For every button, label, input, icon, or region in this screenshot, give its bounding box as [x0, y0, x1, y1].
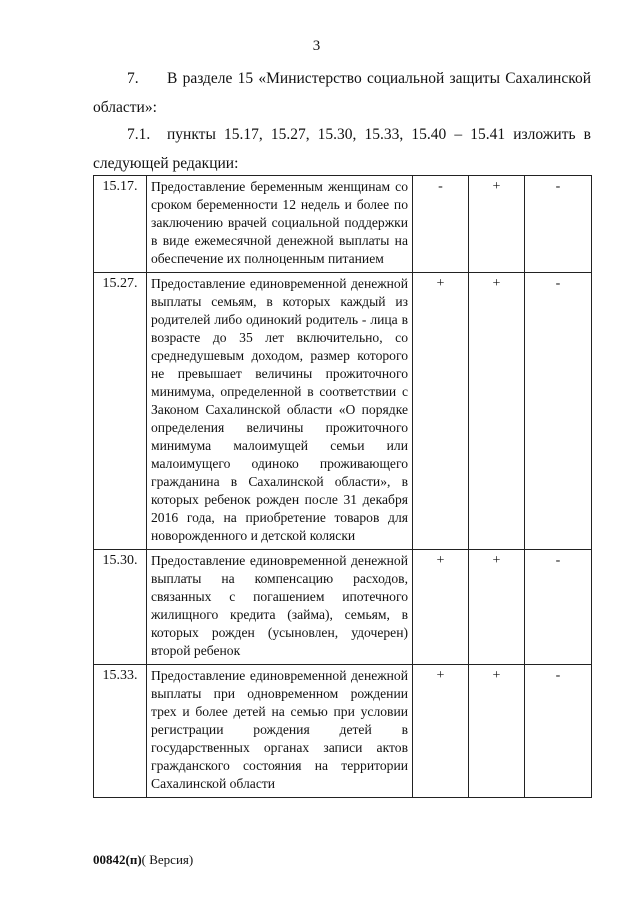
- row-description: Предоставление единовременной денежной выплаты семьям, в которых каждый из родителей либо одинокий родитель - лица в возрасте до 35 лет включительно, со среднедушевым доходом, размер которого не превышает величины прожиточного минимума, определенной в соответствии с Законом Сахалинской области «О порядке определения величины прожиточного минимума малоимущей семьи или малоимущего одиноко проживающего гражданина в Сахалинской области», в которых ребенок рожден после 31 декабря 2016 года, на приобретение товаров для новорожденного и детской коляски: [147, 273, 413, 550]
- page-number: 3: [312, 38, 321, 54]
- paragraph-text: В разделе 15 «Министерство социальной защиты Сахалинской области»:: [93, 70, 591, 116]
- row-mark-2: +: [469, 665, 525, 798]
- document-code: 00842(п): [93, 852, 142, 867]
- row-description: Предоставление беременным женщинам со сроком беременности 12 недель и более по заключению врачей социальной поддержки в виде ежемесячной денежной выплаты на обеспечение их полноценным питанием: [147, 176, 413, 273]
- table-row: [94, 665, 592, 798]
- table-row: [94, 176, 592, 273]
- row-mark-2: +: [469, 176, 525, 273]
- row-number: 15.17.: [94, 176, 147, 273]
- row-mark-3: -: [525, 665, 592, 798]
- paragraph-number: 7.1.: [127, 126, 151, 143]
- row-mark-3: -: [525, 273, 592, 550]
- paragraph-text: пункты 15.17, 15.27, 15.30, 15.33, 15.40 – 15.41 изложить в следующей редакции:: [93, 126, 591, 172]
- row-number: 15.27.: [94, 273, 147, 550]
- row-mark-1: +: [413, 550, 469, 665]
- row-mark-3: -: [525, 176, 592, 273]
- row-mark-3: -: [525, 550, 592, 665]
- items-table: [93, 175, 592, 798]
- paragraph-7: [93, 64, 591, 122]
- row-mark-1: +: [413, 665, 469, 798]
- row-number: 15.30.: [94, 550, 147, 665]
- paragraph-7-1: [93, 120, 591, 178]
- row-mark-2: +: [469, 550, 525, 665]
- row-mark-1: -: [413, 176, 469, 273]
- table-row: [94, 550, 592, 665]
- paragraph-number: 7.: [127, 70, 139, 87]
- row-mark-1: +: [413, 273, 469, 550]
- document-version: ( Версия): [141, 852, 194, 867]
- row-description: Предоставление единовременной денежной выплаты при одновременном рождении трех и более детей на семью при условии регистрации рождения детей в государственных органах записи актов гражданского состояния на территории Сахалинской области: [147, 665, 413, 798]
- row-description: Предоставление единовременной денежной выплаты на компенсацию расходов, связанных с погашением ипотечного жилищного кредита (займа), семьям, в которых рожден (усыновлен, удочерен) второй ребенок: [147, 550, 413, 665]
- table-row: [94, 273, 592, 550]
- row-mark-2: +: [469, 273, 525, 550]
- row-number: 15.33.: [94, 665, 147, 798]
- document-footer: [93, 852, 193, 868]
